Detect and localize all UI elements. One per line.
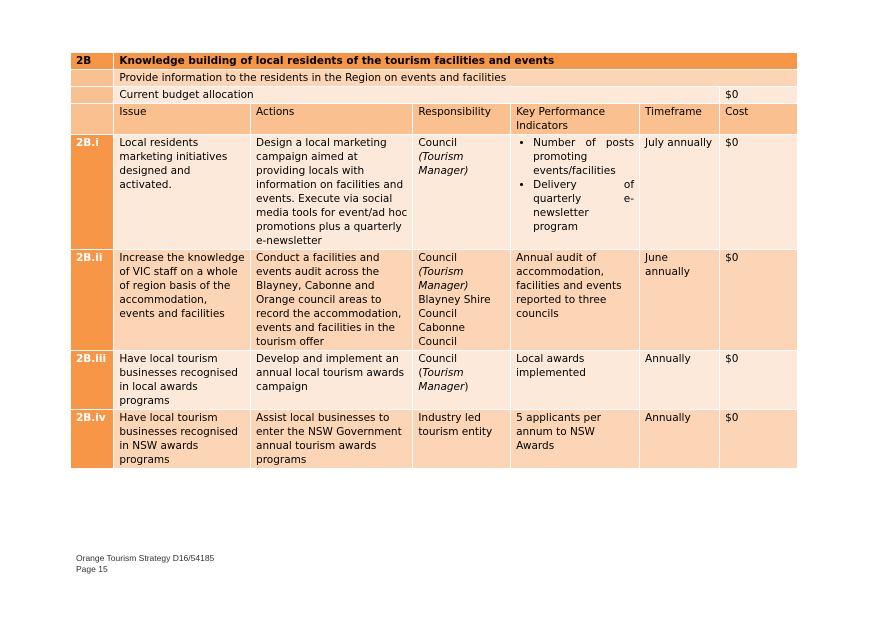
row-cost: $0 (720, 250, 798, 351)
action-plan-table (70, 52, 798, 469)
section-objective: Provide information to the residents in the Region on events and facilities (114, 70, 798, 87)
row-id: 2B.iii (71, 351, 114, 410)
responsibility-role: (Tourism Manager) (418, 151, 469, 177)
header-spacer (71, 104, 114, 135)
header-issue: Issue (114, 104, 251, 135)
header-responsibility: Responsibility (413, 104, 511, 135)
row-kpi: Local awards implemented (511, 351, 640, 410)
header-timeframe: Timeframe (640, 104, 720, 135)
responsibility-role: Tourism Manager (418, 367, 465, 393)
row-id: 2B.ii (71, 250, 114, 351)
row-kpi (511, 135, 640, 250)
row-timeframe: Annually (640, 410, 720, 469)
kpi-list (516, 136, 634, 234)
table-row (71, 410, 798, 469)
table-row (71, 351, 798, 410)
row-issue: Increase the knowledge of VIC staff on a whole of region basis of the accommodation, events and facilities (114, 250, 251, 351)
row-id: 2B.i (71, 135, 114, 250)
header-cost: Cost (720, 104, 798, 135)
paren-open: ( (418, 367, 423, 379)
footer-doc: Orange Tourism Strategy D16/54185 (76, 553, 215, 563)
row-issue: Have local tourism businesses recognised in local awards programs (114, 351, 251, 410)
footer-page: Page 15 (76, 564, 108, 574)
budget-spacer (71, 87, 114, 104)
row-responsibility (413, 135, 511, 250)
row-id: 2B.iv (71, 410, 114, 469)
section-title-row (71, 53, 798, 70)
row-timeframe: June annually (640, 250, 720, 351)
column-header-row (71, 104, 798, 135)
row-cost: $0 (720, 410, 798, 469)
row-cost: $0 (720, 351, 798, 410)
header-actions: Actions (251, 104, 413, 135)
row-timeframe: Annually (640, 351, 720, 410)
budget-row (71, 87, 798, 104)
budget-label: Current budget allocation (114, 87, 720, 104)
budget-value: $0 (720, 87, 798, 104)
responsibility-extra: Blayney Shire Council (418, 294, 491, 320)
responsibility-main: Council (418, 353, 457, 365)
objective-spacer (71, 70, 114, 87)
row-actions: Conduct a facilities and events audit across the Blayney, Cabonne and Orange council areas to record the accommodation, events and facilities in the tourism offer (251, 250, 413, 351)
row-kpi: 5 applicants per annum to NSW Awards (511, 410, 640, 469)
row-actions: Design a local marketing campaign aimed at providing locals with information on facilities and events. Execute via social media tools for event/ad hoc promotions plus a quarterly e-newsletter (251, 135, 413, 250)
responsibility-role: (Tourism Manager) (418, 266, 469, 292)
row-timeframe: July annually (640, 135, 720, 250)
table-row (71, 135, 798, 250)
table-row (71, 250, 798, 351)
row-cost: $0 (720, 135, 798, 250)
row-responsibility (413, 351, 511, 410)
responsibility-main: Council (418, 137, 457, 149)
row-responsibility: Industry led tourism entity (413, 410, 511, 469)
responsibility-extra: Cabonne Council (418, 322, 465, 348)
section-title: Knowledge building of local residents of the tourism facilities and events (114, 53, 798, 70)
header-kpi: Key Performance Indicators (511, 104, 640, 135)
objective-row (71, 70, 798, 87)
responsibility-role-line (418, 366, 505, 394)
row-kpi: Annual audit of accommodation, facilities and events reported to three councils (511, 250, 640, 351)
row-actions: Develop and implement an annual local tourism awards campaign (251, 351, 413, 410)
row-responsibility (413, 250, 511, 351)
page-footer (76, 553, 214, 575)
paren-close: ) (464, 381, 469, 393)
row-issue: Have local tourism businesses recognised in NSW awards programs (114, 410, 251, 469)
responsibility-main: Council (418, 252, 457, 264)
kpi-item: • Delivery of quarterly e-newsletter program (533, 178, 634, 234)
row-issue: Local residents marketing initiatives designed and activated. (114, 135, 251, 250)
kpi-item: • Number of posts promoting events/facilities (533, 136, 634, 178)
row-actions: Assist local businesses to enter the NSW Government annual tourism awards programs (251, 410, 413, 469)
section-id: 2B (71, 53, 114, 70)
